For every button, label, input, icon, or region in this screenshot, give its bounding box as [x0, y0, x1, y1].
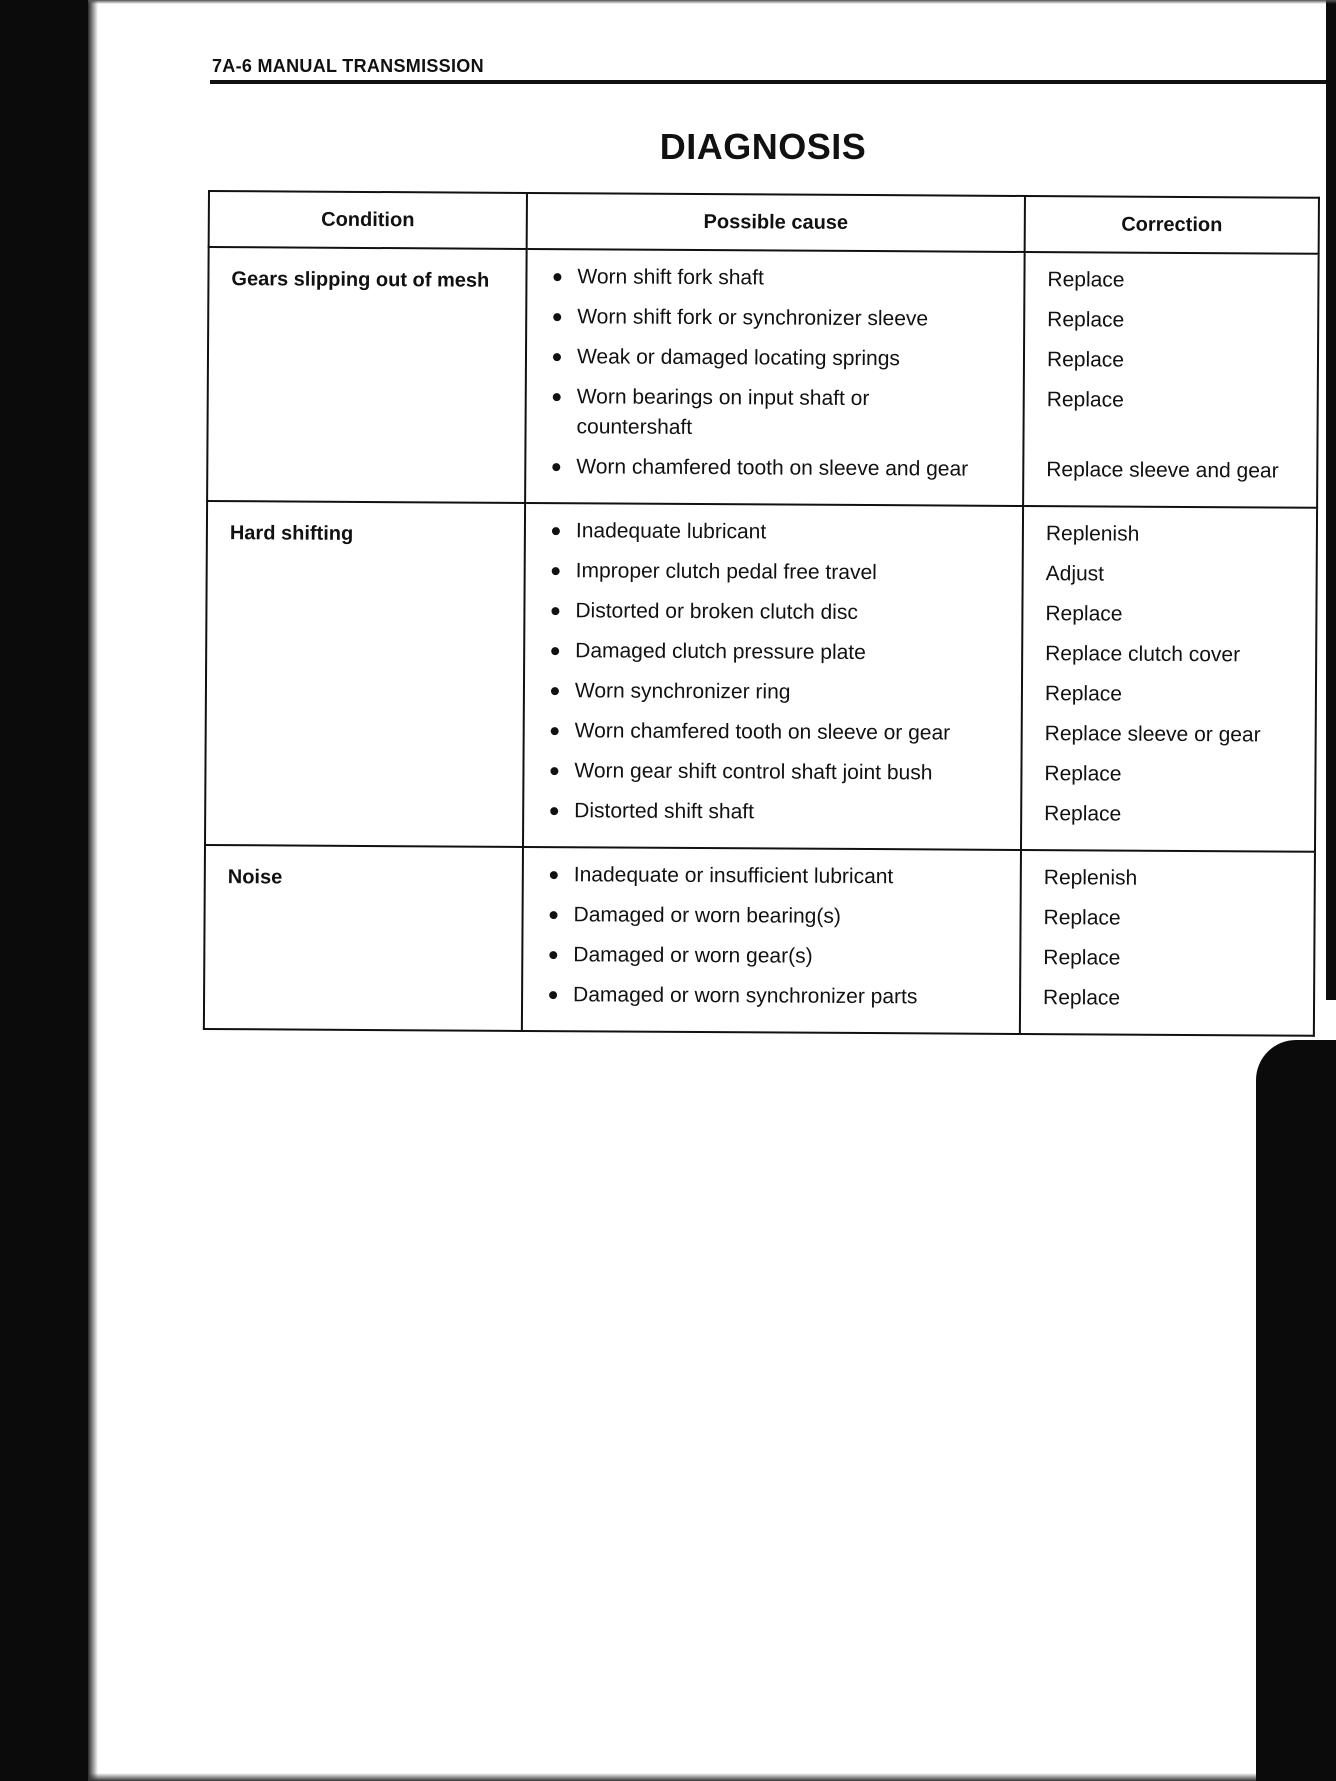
correction-item: Replace [1046, 388, 1124, 412]
scan-edge-left [0, 0, 88, 1781]
column-header-correction: Correction [1025, 196, 1319, 254]
correction-item: Replace [1044, 802, 1122, 826]
page-title: DIAGNOSIS [659, 126, 867, 167]
column-header-possible-cause: Possible cause [527, 193, 1025, 252]
correction-list [1021, 863, 1314, 1015]
correction-item: Replace [1043, 946, 1121, 970]
correction-item: Replace [1047, 308, 1125, 332]
correction-item: Replace sleeve and gear [1046, 458, 1279, 483]
cause-item: Worn shift fork shaft [549, 262, 1023, 295]
scan-edge-top [88, 0, 1336, 4]
cause-list [523, 860, 1020, 1013]
cause-list [524, 516, 1022, 829]
condition-cell: Gears slipping out of mesh [207, 247, 527, 503]
correction-item: Replace [1046, 348, 1125, 372]
cause-item: Damaged or worn synchronizer parts [545, 980, 1019, 1013]
correction-item: Replace [1043, 906, 1121, 930]
correction-list [1024, 265, 1317, 487]
cause-item: Worn chamfered tooth on sleeve and gear [548, 452, 1022, 485]
scan-edge-bottom [88, 1773, 1256, 1781]
cause-item: Inadequate or insufficient lubricant [546, 860, 1020, 893]
cause-item: Damaged or worn gear(s) [545, 940, 1019, 973]
cause-cell [522, 847, 1021, 1034]
correction-item: Replenish [1043, 866, 1138, 890]
cause-item: Damaged or worn bearing(s) [545, 900, 1019, 933]
cause-item: Inadequate lubricant [548, 516, 1022, 549]
cause-item: Distorted or broken clutch disc [547, 596, 1021, 629]
page-header: 7A-6 MANUAL TRANSMISSION [212, 56, 484, 76]
correction-item: Replace sleeve or gear [1044, 722, 1261, 747]
correction-cell [1023, 252, 1319, 508]
correction-item: Replenish [1045, 522, 1140, 546]
diagnosis-table [203, 190, 1320, 1037]
table-header-row [209, 191, 1319, 254]
cause-cell [523, 503, 1023, 850]
scan-edge-right-lower [1256, 1040, 1336, 1781]
cause-cell [525, 249, 1025, 506]
cause-item: Worn gear shift control shaft joint bush [546, 756, 1020, 789]
column-header-condition: Condition [209, 191, 527, 249]
cause-item: Worn bearings on input shaft or countershaft [548, 382, 906, 444]
table-row [204, 845, 1315, 1036]
correction-list [1022, 519, 1316, 831]
table-row [205, 501, 1317, 852]
page-title-wrap [0, 126, 1336, 168]
condition-cell: Noise [204, 845, 523, 1031]
correction-item: Replace clutch cover [1045, 642, 1241, 667]
correction-item: Replace [1045, 602, 1123, 626]
correction-cell [1020, 850, 1315, 1036]
condition-cell: Hard shifting [205, 501, 525, 847]
cause-item: Worn synchronizer ring [547, 676, 1021, 709]
correction-item: Replace [1043, 986, 1121, 1010]
correction-item: Replace [1044, 762, 1122, 786]
correction-item: Adjust [1045, 562, 1105, 586]
cause-item: Distorted shift shaft [546, 796, 1020, 829]
header-rule [210, 80, 1326, 84]
cause-item: Improper clutch pedal free travel [548, 556, 1022, 589]
correction-item: Replace [1044, 682, 1123, 706]
table-row [207, 247, 1319, 508]
correction-cell [1021, 506, 1317, 852]
cause-item: Worn shift fork or synchronizer sleeve [549, 302, 1023, 335]
cause-list [526, 262, 1023, 485]
correction-item: Replace [1047, 268, 1125, 292]
cause-item: Worn chamfered tooth on sleeve or gear [547, 716, 1021, 749]
cause-item: Damaged clutch pressure plate [547, 636, 1021, 669]
cause-item: Weak or damaged locating springs [549, 342, 1023, 375]
